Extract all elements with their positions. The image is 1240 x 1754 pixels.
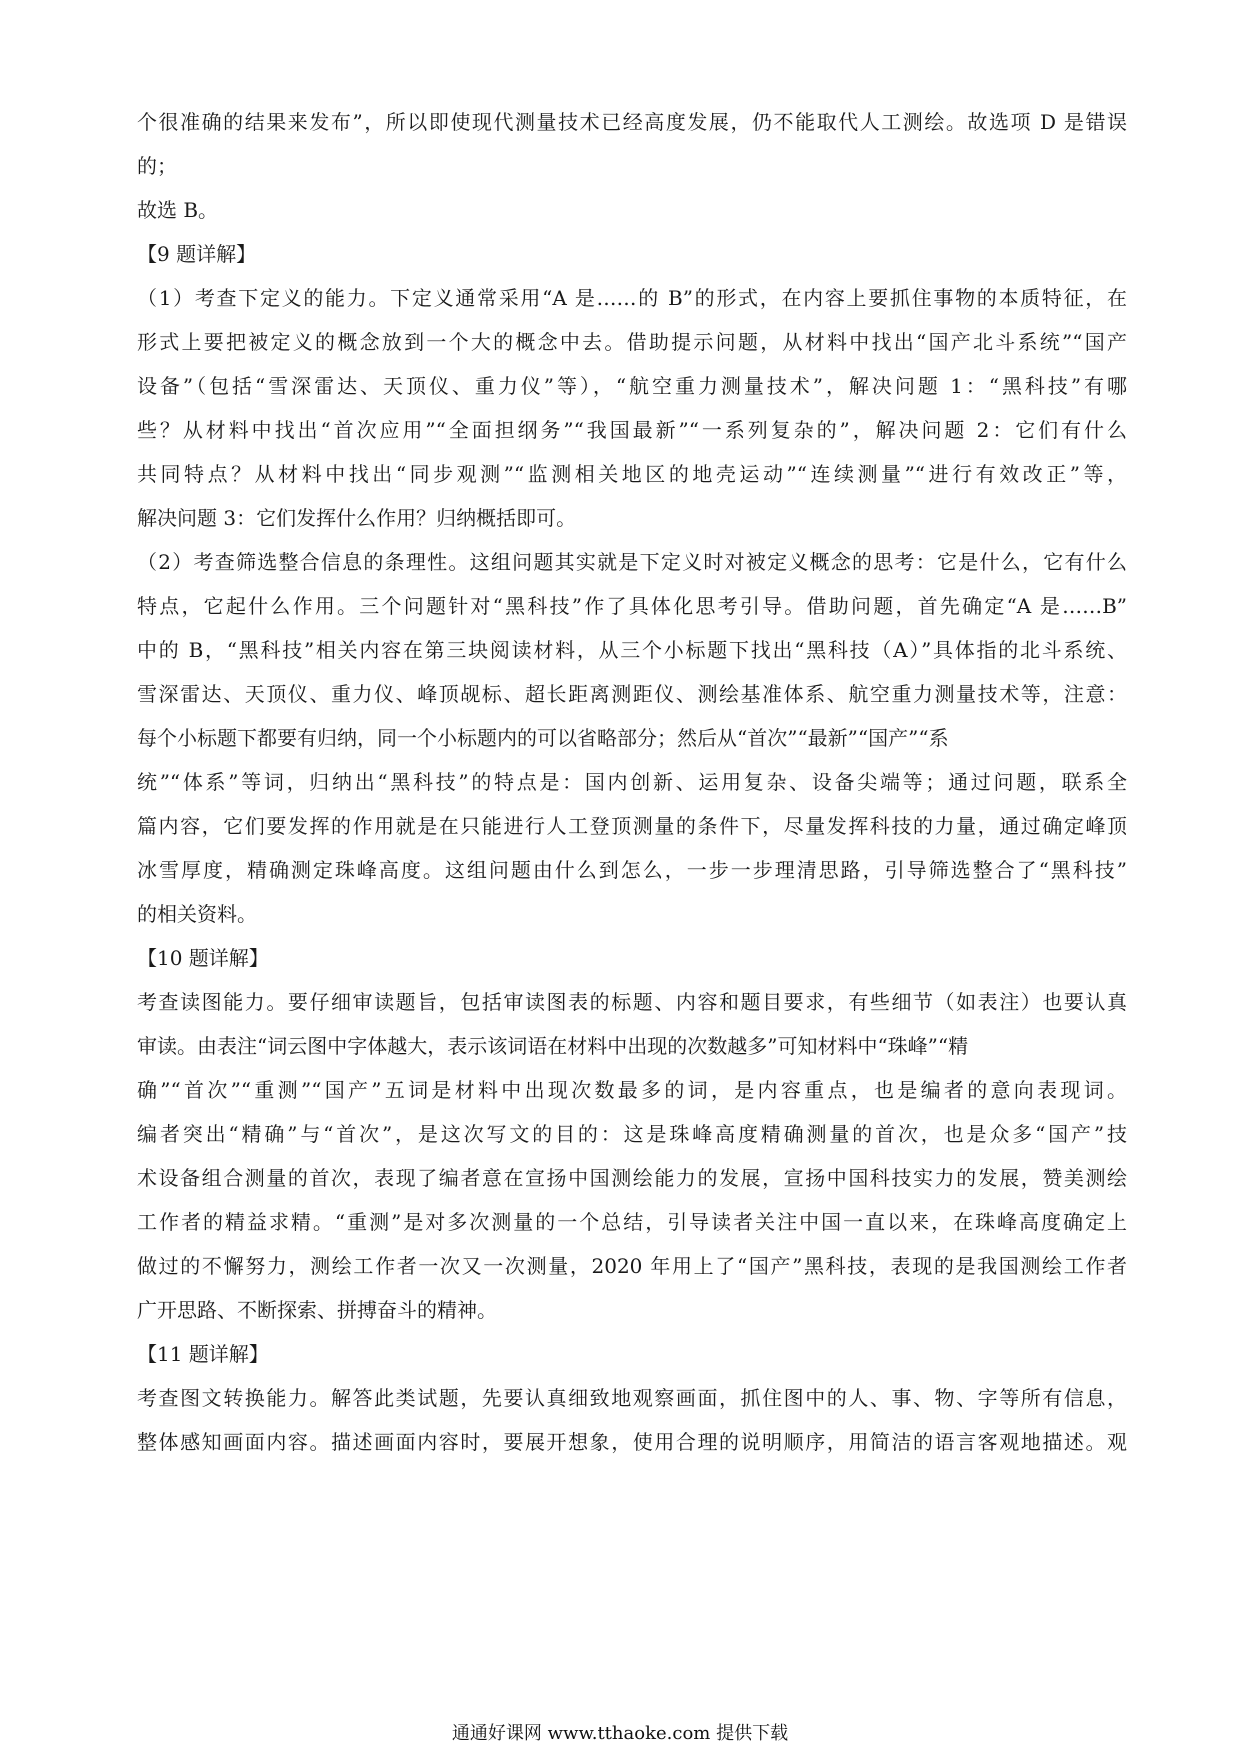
text-line: 设备”（包括“雪深雷达、天顶仪、重力仪”等），“航空重力测量技术”，解决问题 1：“黑科技”有哪 bbox=[137, 374, 1127, 398]
text-line: 的； bbox=[137, 154, 177, 178]
text-line: （1）考查下定义的能力。下定义通常采用“A 是……的 B”的形式，在内容上要抓住事物的本质特征，在 bbox=[137, 286, 1127, 310]
text-line: 【11 题详解】 bbox=[137, 1342, 269, 1366]
text-line: 考查读图能力。要仔细审读题旨，包括审读图表的标题、内容和题目要求，有些细节（如表注）也要认真 bbox=[137, 990, 1127, 1014]
text-line: 确”“首次”“重测”“国产”五词是材料中出现次数最多的词，是内容重点，也是编者的意向表现词。 bbox=[137, 1078, 1127, 1102]
text-line: 冰雪厚度，精确测定珠峰高度。这组问题由什么到怎么，一步一步理清思路，引导筛选整合了“黑科技” bbox=[137, 858, 1127, 882]
text-line: 共同特点？从材料中找出“同步观测”“监测相关地区的地壳运动”“连续测量”“进行有效改正”等， bbox=[137, 462, 1127, 486]
text-line: 术设备组合测量的首次，表现了编者意在宣扬中国测绘能力的发展，宣扬中国科技实力的发展，赞美测绘 bbox=[137, 1166, 1127, 1190]
text-line: （2）考查筛选整合信息的条理性。这组问题其实就是下定义时对被定义概念的思考：它是什么，它有什么 bbox=[137, 550, 1127, 574]
text-line: 做过的不懈努力，测绘工作者一次又一次测量，2020 年用上了“国产”黑科技，表现的是我国测绘工作者 bbox=[137, 1254, 1127, 1278]
text-line: 特点，它起什么作用。三个问题针对“黑科技”作了具体化思考引导。借助问题，首先确定“A 是……B” bbox=[137, 594, 1127, 618]
text-line: 形式上要把被定义的概念放到一个大的概念中去。借助提示问题，从材料中找出“国产北斗系统”“国产 bbox=[137, 330, 1127, 354]
text-line: 工作者的精益求精。“重测”是对多次测量的一个总结，引导读者关注中国一直以来，在珠峰高度确定上 bbox=[137, 1210, 1127, 1234]
text-line: 整体感知画面内容。描述画面内容时，要展开想象，使用合理的说明顺序，用简洁的语言客观地描述。观 bbox=[137, 1430, 1127, 1454]
document-body bbox=[137, 100, 1127, 1464]
text-line: 中的 B，“黑科技”相关内容在第三块阅读材料，从三个小标题下找出“黑科技（A）”具体指的北斗系统、 bbox=[137, 638, 1127, 662]
text-line: 解决问题 3：它们发挥什么作用？归纳概括即可。 bbox=[137, 506, 577, 530]
page-footer: 通通好课网 www.tthaoke.com 提供下载 bbox=[451, 1723, 789, 1744]
text-line: 【10 题详解】 bbox=[137, 946, 269, 970]
text-line: 编者突出“精确”与“首次”，是这次写文的目的：这是珠峰高度精确测量的首次，也是众多“国产”技 bbox=[137, 1122, 1127, 1146]
text-line: 故选 B。 bbox=[137, 198, 219, 222]
text-line: 考查图文转换能力。解答此类试题，先要认真细致地观察画面，抓住图中的人、事、物、字等所有信息， bbox=[137, 1386, 1127, 1410]
text-line: 每个小标题下都要有归纳，同一个小标题内的可以省略部分；然后从“首次”“最新”“国产”“系 bbox=[137, 726, 949, 750]
text-line: 审读。由表注“词云图中字体越大，表示该词语在材料中出现的次数越多”可知材料中“珠峰”“精 bbox=[137, 1034, 969, 1058]
text-line: 篇内容，它们要发挥的作用就是在只能进行人工登顶测量的条件下，尽量发挥科技的力量，通过确定峰顶 bbox=[137, 814, 1127, 838]
text-line: 统”“体系”等词，归纳出“黑科技”的特点是：国内创新、运用复杂、设备尖端等；通过问题，联系全 bbox=[137, 770, 1127, 794]
text-line: 广开思路、不断探索、拼搏奋斗的精神。 bbox=[137, 1298, 497, 1322]
text-line: 雪深雷达、天顶仪、重力仪、峰顶觇标、超长距离测距仪、测绘基准体系、航空重力测量技术等，注意： bbox=[137, 682, 1127, 706]
text-line: 些？从材料中找出“首次应用”“全面担纲务”“我国最新”“一系列复杂的”，解决问题 2：它们有什么 bbox=[137, 418, 1127, 442]
text-line: 【9 题详解】 bbox=[137, 242, 257, 266]
text-line: 的相关资料。 bbox=[137, 902, 257, 926]
text-line: 个很准确的结果来发布”，所以即使现代测量技术已经高度发展，仍不能取代人工测绘。故选项 D 是错误 bbox=[137, 110, 1127, 134]
